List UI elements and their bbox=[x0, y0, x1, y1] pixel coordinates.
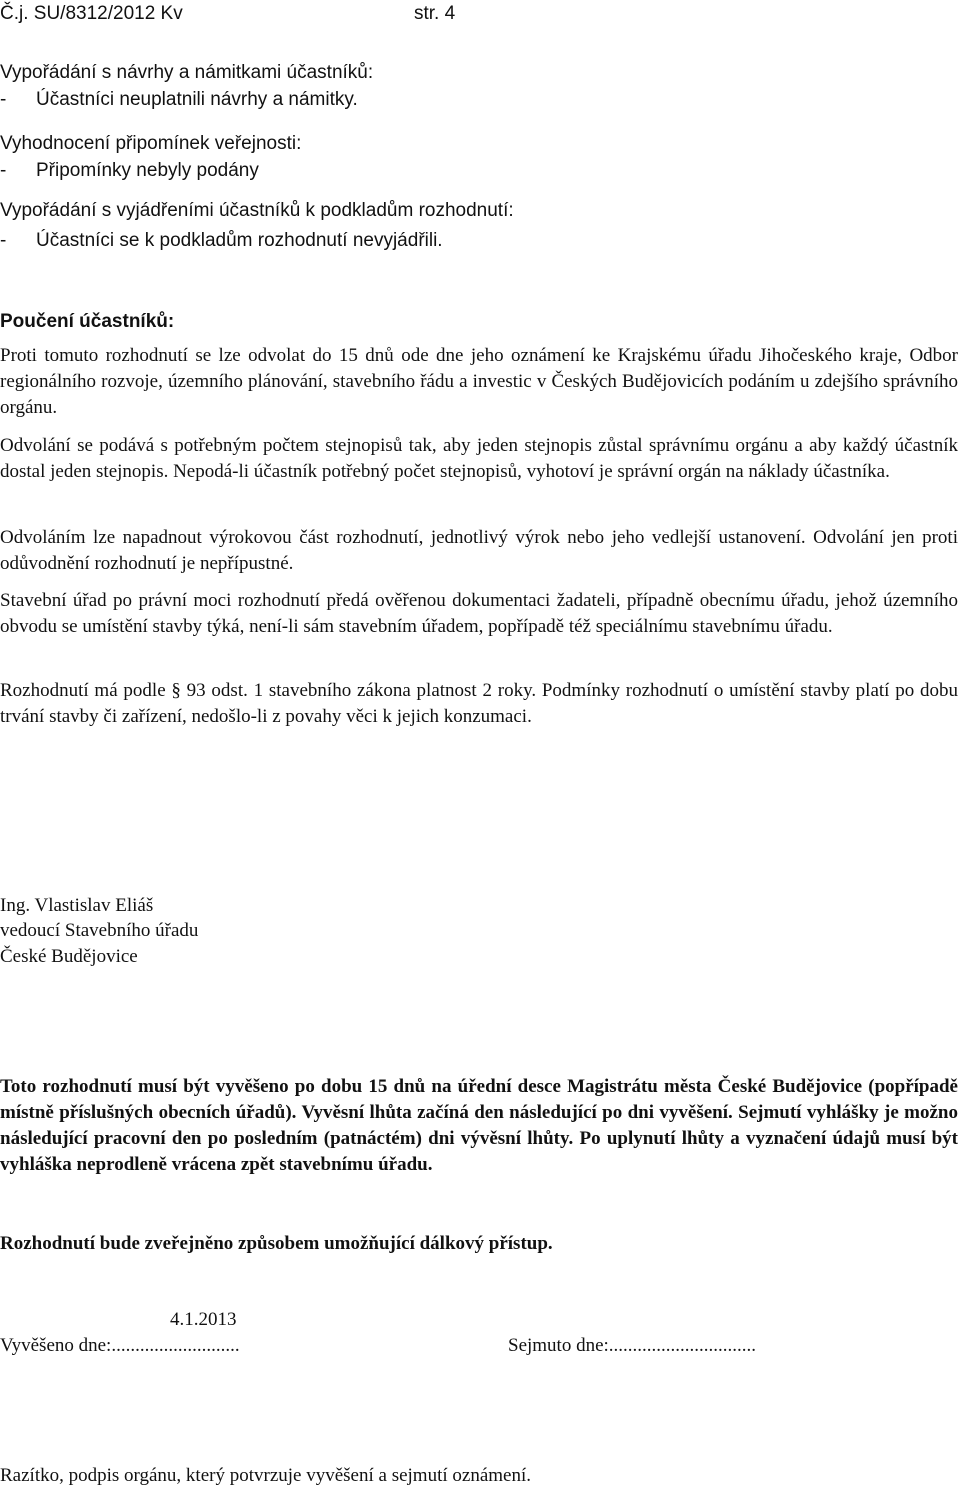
proposals-text: Účastníci neuplatnili návrhy a námitky. bbox=[36, 89, 358, 110]
public-text: Připomínky nebyly podány bbox=[36, 160, 259, 181]
signatory-name: Ing. Vlastislav Eliáš bbox=[0, 895, 154, 916]
proposals-heading: Vypořádání s návrhy a námitkami účastníků: bbox=[0, 62, 374, 83]
statements-heading: Vypořádání s vyjádřeními účastníků k podkladům rozhodnutí: bbox=[0, 200, 514, 221]
publication-notice: Rozhodnutí bude zveřejněno způsobem umožňující dálkový přístup. bbox=[0, 1233, 553, 1254]
appeal-paragraph: Proti tomuto rozhodnutí se lze odvolat do 15 dnů ode dne jeho oznámení ke Krajskému úřadu Jihočeského kraje, Odbor regionálního rozvoje, územního plánování, stavebního řádu a investic v Českých Budějovicích podáním u zdejšího správního orgánu. bbox=[0, 345, 958, 418]
documentation-paragraph: Stavební úřad po právní moci rozhodnutí předá ověřenou dokumentaci žadateli, případně obecnímu úřadu, jehož územního obvodu se umístění stavby týká, není-li sám stavebním úřadem, popřípadě též speciálnímu stavebnímu úřadu. bbox=[0, 590, 958, 637]
copies-paragraph: Odvolání se podává s potřebným počtem stejnopisů tak, aby jeden stejnopis zůstal správnímu orgánu a aby každý účastník dostal jeden stejnopis. Nepodá-li účastník potřebný počet stejnopisů, vyhotoví je správní orgán na náklady účastníka. bbox=[0, 435, 958, 482]
list-dash: - bbox=[0, 230, 7, 251]
instruction-heading: Poučení účastníků: bbox=[0, 311, 175, 332]
statements-text: Účastníci se k podkladům rozhodnutí nevyjádřili. bbox=[36, 230, 443, 251]
signatory-role: vedoucí Stavebního úřadu bbox=[0, 920, 199, 941]
list-dash: - bbox=[0, 160, 7, 181]
statements-item bbox=[0, 229, 443, 253]
removed-date-label: Sejmuto dne:............................... bbox=[508, 1335, 757, 1356]
posting-notice: Toto rozhodnutí musí být vyvěšeno po dobu 15 dnů na úřední desce Magistrátu města České Budějovice (popřípadě místně příslušných obecních úřadů). Vyvěsní lhůta začíná den následující po dni vyvěšení. Sejmutí vyhlášky je možno následující pracovní den po posledním (patnáctém) dni vývěsní lhůty. Po uplynutí lhůty a vyznačení údajů musí být vyhláška neprodleně vrácena zpět stavebnímu úřadu. bbox=[0, 1076, 958, 1175]
public-item bbox=[0, 159, 259, 183]
stamp-note: Razítko, podpis orgánu, který potvrzuje vyvěšení a sejmutí oznámení. bbox=[0, 1465, 531, 1486]
signatory-city: České Budějovice bbox=[0, 946, 138, 967]
page-number: str. 4 bbox=[414, 3, 456, 24]
public-heading: Vyhodnocení připomínek veřejnosti: bbox=[0, 133, 302, 154]
list-dash: - bbox=[0, 89, 7, 110]
validity-paragraph: Rozhodnutí má podle § 93 odst. 1 stavebního zákona platnost 2 roky. Podmínky rozhodnutí o umístění stavby platí po dobu trvání stavby či zařízení, nedošlo-li z povahy věci k jejich konzumaci. bbox=[0, 680, 958, 727]
posted-date-label: Vyvěšeno dne:........................... bbox=[0, 1335, 240, 1356]
proposals-item bbox=[0, 88, 358, 112]
reference-number: Č.j. SU/8312/2012 Kv bbox=[0, 3, 183, 24]
appeal-scope-paragraph: Odvoláním lze napadnout výrokovou část rozhodnutí, jednotlivý výrok nebo jeho vedlejší ustanovení. Odvolání jen proti odůvodnění rozhodnutí je nepřípustné. bbox=[0, 527, 958, 574]
posted-date-value: 4.1.2013 bbox=[170, 1309, 237, 1330]
